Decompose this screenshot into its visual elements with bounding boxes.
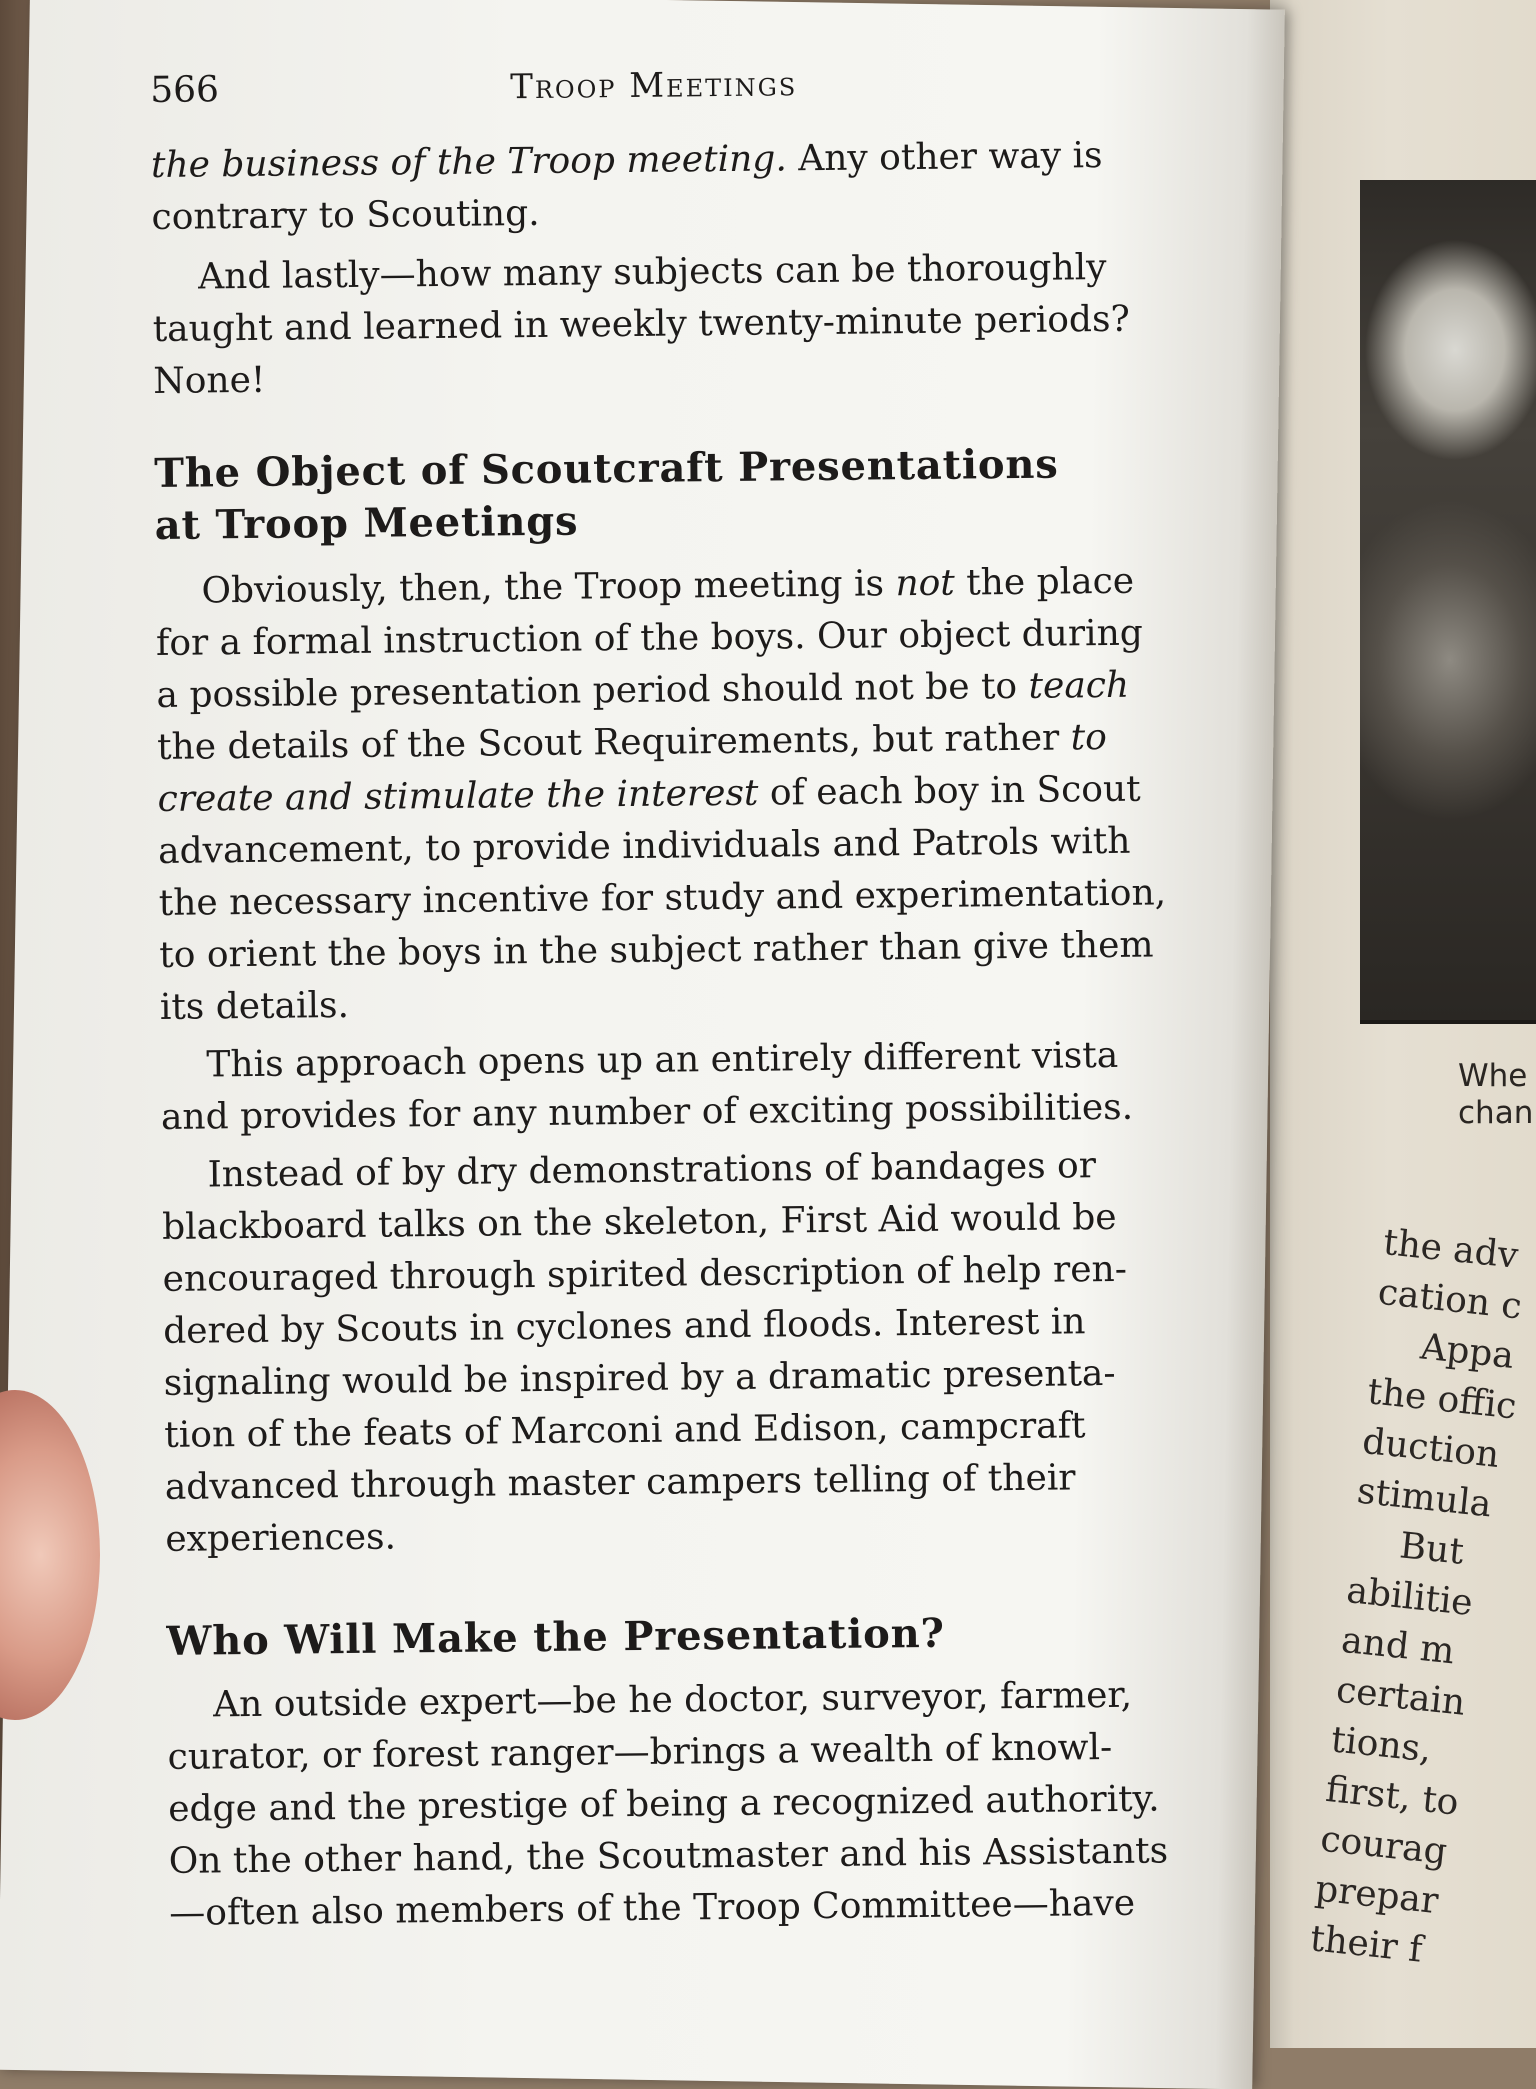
text-line: None! xyxy=(153,359,266,402)
text-line: tion of the feats of Marconi and Edison, campcraft xyxy=(164,1405,1086,1456)
text-span: the details of the Scout Requirements, but rather xyxy=(156,717,1071,768)
text-line: taught and learned in weekly twenty-minute periods? xyxy=(152,298,1130,350)
right-line: the adv xyxy=(1381,1221,1521,1277)
running-head xyxy=(150,59,1241,140)
right-line: But xyxy=(1397,1525,1466,1573)
italic-text: not xyxy=(895,562,955,605)
page-number: 566 xyxy=(150,69,220,111)
text-line: to orient the boys in the subject rather than give them xyxy=(159,924,1154,976)
right-line: tions, xyxy=(1329,1719,1434,1771)
heading-line: Who Will Make the Presentation? xyxy=(166,1609,945,1665)
right-line: certain xyxy=(1334,1669,1468,1724)
text-span: Obviously, then, the Troop meeting is xyxy=(201,563,896,612)
photo-caption: Whe chan xyxy=(1458,1058,1534,1131)
page-photograph xyxy=(1360,180,1536,1024)
text-span: of each boy in Scout xyxy=(758,768,1141,814)
right-line: cation c xyxy=(1376,1271,1524,1328)
paragraph xyxy=(161,1139,1255,1566)
paragraph xyxy=(155,555,1250,1034)
text-line: for a formal instruction of the boys. Our object during xyxy=(155,612,1144,664)
right-line: their f xyxy=(1308,1918,1425,1971)
text-line: advanced through master campers telling of their xyxy=(164,1457,1076,1508)
right-line: abilitie xyxy=(1344,1570,1475,1625)
italic-text: the business of the Troop meeting. xyxy=(150,138,787,186)
text-line: On the other hand, the Scoutmaster and his Assistants xyxy=(168,1830,1169,1882)
right-line: first, to xyxy=(1323,1768,1461,1824)
text-line: signaling would be inspired by a dramatic presenta- xyxy=(163,1352,1116,1404)
heading-line: at Troop Meetings xyxy=(154,497,579,549)
running-title: Troop Meetings xyxy=(509,64,798,108)
right-line: courag xyxy=(1318,1818,1449,1873)
right-line: Appa xyxy=(1418,1326,1516,1378)
right-line: stimula xyxy=(1355,1470,1494,1526)
text-line: This approach opens up an entirely different vista xyxy=(206,1034,1119,1086)
paragraph xyxy=(167,1668,1260,1939)
paragraph xyxy=(160,1029,1251,1144)
text-line: encouraged through spirited description of help ren- xyxy=(162,1248,1128,1300)
text-line: its details. xyxy=(159,984,350,1028)
section-heading xyxy=(154,437,1245,552)
text-line: An outside expert—be he doctor, surveyor, farmer, xyxy=(212,1674,1133,1726)
text-span: Any other way is xyxy=(786,135,1103,180)
paragraph xyxy=(151,129,1242,244)
italic-text: to xyxy=(1070,717,1108,759)
right-line: prepar xyxy=(1313,1868,1441,1923)
text-line: dered by Scouts in cyclones and floods. Interest in xyxy=(162,1301,1086,1352)
text-line: the necessary incentive for study and experimentation, xyxy=(158,872,1167,924)
right-line: duction xyxy=(1360,1420,1502,1477)
text-line: experiences. xyxy=(165,1516,397,1560)
text-line: And lastly—how many subjects can be thoroughly xyxy=(197,246,1107,298)
text-line: —often also members of the Troop Committee—have xyxy=(169,1882,1136,1934)
text-line: edge and the prestige of being a recognized authority. xyxy=(168,1778,1160,1830)
italic-text: create and stimulate the interest xyxy=(157,772,759,820)
text-line: advancement, to provide individuals and Patrols with xyxy=(157,820,1131,872)
text-span: the place xyxy=(954,560,1135,604)
right-line: and m xyxy=(1339,1619,1457,1673)
text-line: contrary to Scouting. xyxy=(151,192,540,238)
section-heading xyxy=(166,1605,1256,1668)
text-line: Instead of by dry demonstrations of bandages or xyxy=(207,1145,1097,1196)
text-line: and provides for any number of exciting possibilities. xyxy=(160,1086,1134,1138)
text-line: blackboard talks on the skeleton, First Aid would be xyxy=(161,1196,1117,1248)
italic-text: teach xyxy=(1028,664,1130,707)
heading-line: The Object of Scoutcraft Presentations xyxy=(153,440,1059,497)
paragraph xyxy=(152,241,1244,408)
text-span: a possible presentation period should not be to xyxy=(156,665,1029,716)
text-line: curator, or forest ranger—brings a wealth of knowl- xyxy=(167,1727,1113,1778)
right-line: the offic xyxy=(1365,1371,1519,1428)
page-content xyxy=(150,59,1260,1940)
